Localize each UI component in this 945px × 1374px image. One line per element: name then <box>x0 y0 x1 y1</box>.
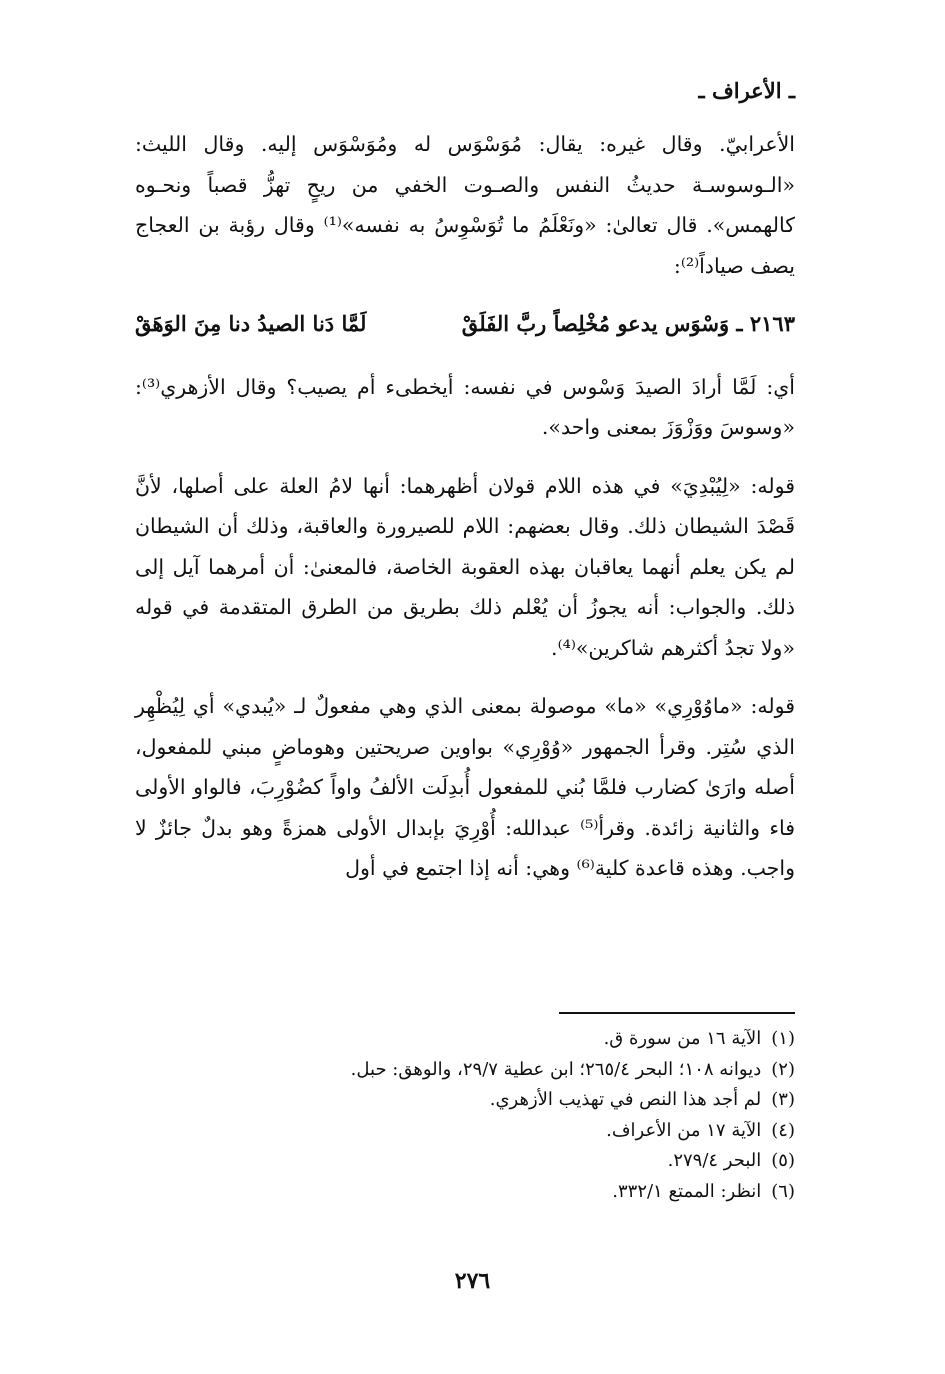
footnote-text: ديوانه ١٠٨؛ البحر ٢٦٥/٤؛ ابن عطية ٢٩/٧، والوهق: حبل. <box>350 1058 762 1080</box>
paragraph: الأعرابيّ. وقال غيره: يقال: مُوَسْوَس له ومُوَسْوَس إليه. وقال الليث: «الـوسوسـة حديثُ النفس والصـوت الخفي من ريحٍ تهزُّ قصباً ونحـوه كالهمس». قال تعالىٰ: «ونَعْلَمُ ما تُوَسْوِسُ به نفسه»⁽¹⁾ وقال رؤبة بن العجاج يصف صياداً⁽²⁾: <box>135 132 795 278</box>
verse-first-hemistich-text: وَسْوَس يدعو مُخْلِصاً ربَّ الفَلَقْ <box>461 311 730 336</box>
footnote-number: (٦) <box>771 1180 795 1202</box>
footnote-number: (٢) <box>771 1058 795 1080</box>
footnote-item <box>135 1116 795 1147</box>
footnote-divider <box>559 1012 795 1014</box>
footnote-text: لم أجد هذا النص في تهذيب الأزهري. <box>489 1089 762 1110</box>
verse-number: ٢١٦٣ ـ <box>736 311 795 336</box>
page-number: ٢٧٦ <box>454 1268 491 1294</box>
verse-second-hemistich: لَمَّا دَنا الصيدُ دنا مِنَ الوَهَقْ <box>135 311 367 336</box>
footnote-item <box>135 1177 795 1208</box>
footnote-number: (٤) <box>771 1119 795 1141</box>
paragraph: قوله: «ماوُوْرِي» «ما» موصولة بمعنى الذي وهي مفعولٌ لـ «يُبدي» أي لِيُظْهِر الذي سُتِر. وقرأ الجمهور «وُوْرِي» بواوين صريحتين وهوماضٍ مبني للمفعول، أصله وارَىٰ كضارب فلمَّا بُني للمفعول أُبدِلَت الألفُ واواً كضُوْرِبَ، فالواو الأولى فاء والثانية زائدة. وقرأ⁽⁵⁾ عبدالله: أُوْرِيَ بإبدال الأولى همزةً وهو بدلٌ جائزٌ لا واجب. وهذه قاعدة كلية⁽⁶⁾ وهي: أنه إذا اجتمع في أول <box>135 694 796 880</box>
footnote-item <box>135 1024 795 1055</box>
paragraph: قوله: «لِيُبْدِيَ» في هذه اللام قولان أظهرهما: أنها لامُ العلة على أصلها، لأنَّ قَصْدَ الشيطان ذلك. وقال بعضهم: اللام للصيرورة والعاقبة، وذلك أن الشيطان لم يكن يعلم أنهما يعاقبان بهذه العقوبة الخاصة، فالمعنىٰ: أن أمرهما آيل إلى ذلك. والجواب: أنه يجوزُ أن يُعْلم ذلك بطريق من الطرق المتقدمة في قوله «ولا تجدُ أكثرهم شاكرين»⁽⁴⁾. <box>135 473 795 660</box>
verse-line <box>135 304 795 345</box>
footnote-item <box>135 1055 795 1086</box>
footnote-text: الآية ١٦ من سورة ق. <box>603 1028 762 1049</box>
footnote-item <box>135 1146 795 1177</box>
footnote-item <box>135 1085 795 1116</box>
footnote-number: (٥) <box>771 1150 795 1171</box>
footnotes-list <box>135 1024 795 1207</box>
footnote-number: (١) <box>771 1028 795 1049</box>
main-text <box>135 124 795 907</box>
running-header: ـ الأعراف ـ <box>698 78 795 103</box>
footnote-number: (٣) <box>771 1089 795 1110</box>
footnote-text: الآية ١٧ من الأعراف. <box>606 1119 762 1141</box>
footnote-text: البحر ٢٧٩/٤. <box>667 1150 762 1171</box>
paragraph: أي: لَمَّا أرادَ الصيدَ وَسْوس في نفسه: أيخطىء أم يصيب؟ وقال الأزهري⁽³⁾: «وسوسَ ووَزْوَزَ بمعنى واحد». <box>135 374 795 439</box>
footnote-text: انظر: الممتع ٣٣٢/١. <box>612 1180 762 1202</box>
verse-first-hemistich <box>462 304 795 345</box>
